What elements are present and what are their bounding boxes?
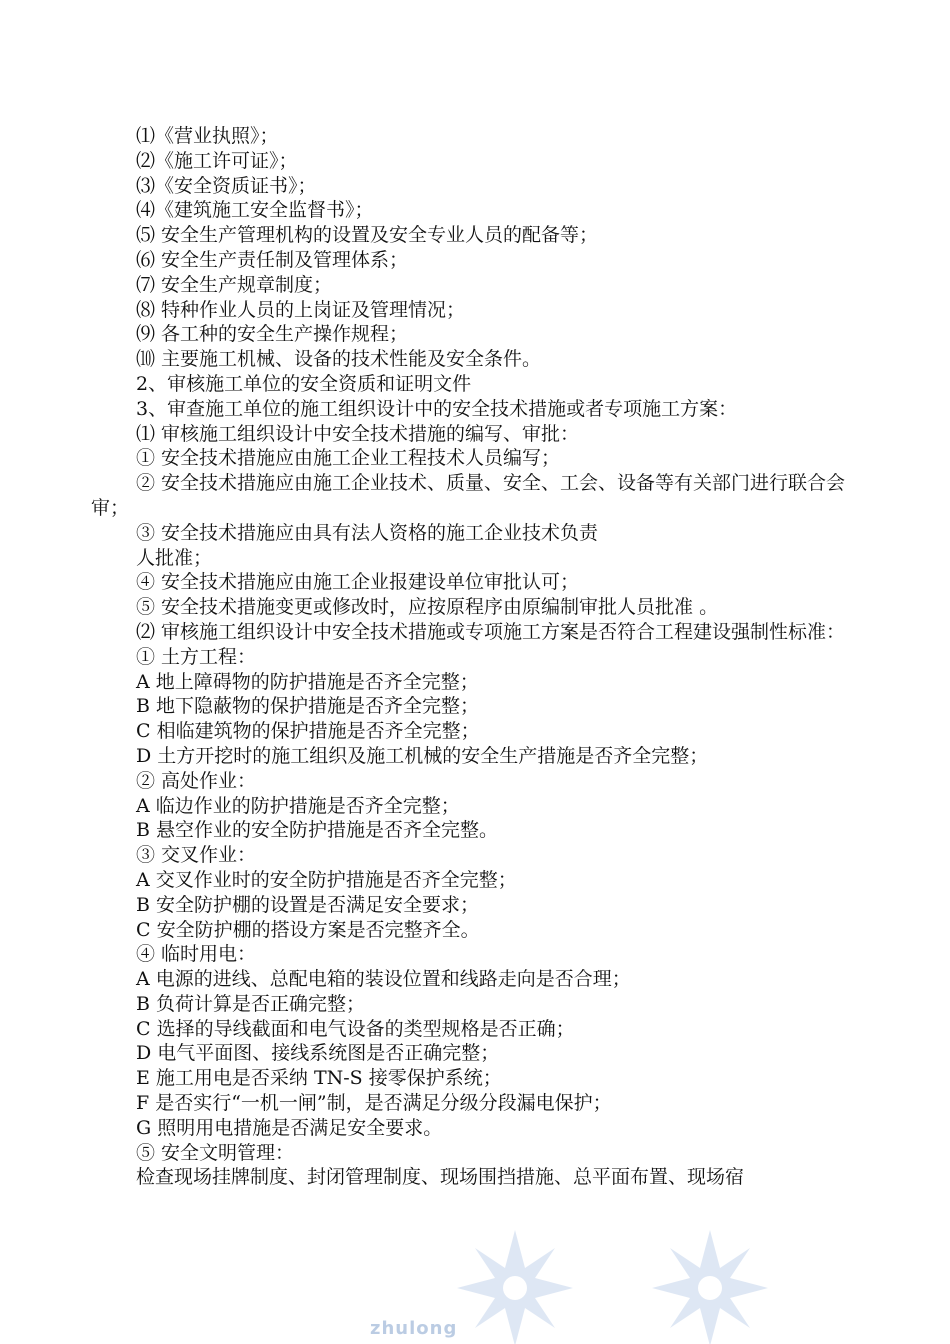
list-item: F 是否实行“一机一闸”制，是否满足分级分段漏电保护； [136,1092,612,1115]
list-item: ⑸ 安全生产管理机构的设置及安全专业人员的配备等； [136,224,599,247]
list-item: ② 安全技术措施应由施工企业技术、质量、安全、工会、设备等有关部门进行联合会审； [91,472,846,519]
category-heading: ④ 临时用电： [136,943,257,966]
list-item: 检查现场挂牌制度、封闭管理制度、现场围挡措施、总平面布置、现场宿 [136,1166,745,1189]
list-item: B 安全防护棚的设置是否满足安全要求； [136,893,480,916]
category-heading: ① 土方工程： [136,645,257,668]
section-heading: 3、审查施工单位的施工组织设计中的安全技术措施或者专项施工方案： [136,397,738,420]
list-item: ⑤ 安全技术措施变更或修改时，应按原程序由原编制审批人员批准 。 [136,596,719,619]
list-item: G 照明用电措施是否满足安全要求。 [136,1116,443,1139]
watermark-text: zhulong [370,1318,458,1339]
list-item: C 选择的导线截面和电气设备的类型规格是否正确； [136,1017,575,1040]
list-item: A 交叉作业时的安全防护措施是否齐全完整； [136,868,517,891]
list-item: D 土方开挖时的施工组织及施工机械的安全生产措施是否齐全完整； [136,744,709,767]
document-body [91,124,861,1190]
list-item: D 电气平面图、接线系统图是否正确完整； [136,1042,500,1065]
category-heading: ⑤ 安全文明管理： [136,1141,295,1164]
list-item: B 负荷计算是否正确完整； [136,992,366,1015]
list-item: ⑵《施工许可证》； [136,149,298,172]
list-item-continuation: 人批准； [136,546,213,569]
list-item: ⑽ 主要施工机械、设备的技术性能及安全条件。 [136,348,542,371]
list-item: ⑶《安全资质证书》； [136,174,317,197]
list-item: ⑹ 安全生产责任制及管理体系； [136,248,409,271]
list-item: ④ 安全技术措施应由施工企业报建设单位审批认可； [136,571,580,594]
list-item: ⑺ 安全生产规章制度； [136,273,333,296]
list-item: ⑼ 各工种的安全生产操作规程； [136,323,409,346]
category-heading: ③ 交叉作业： [136,844,257,867]
list-item: ① 安全技术措施应由施工企业工程技术人员编写； [136,447,561,470]
list-item: ⑻ 特种作业人员的上岗证及管理情况； [136,298,466,321]
list-item: A 地上障碍物的防护措施是否齐全完整； [136,670,479,693]
list-item: E 施工用电是否采纳 TN-S 接零保护系统； [136,1067,502,1090]
list-item: C 相临建筑物的保护措施是否齐全完整； [136,720,480,743]
subsection-heading: ⑵ 审核施工组织设计中安全技术措施或专项施工方案是否符合工程建设强制性标准： [136,620,846,643]
list-item: ⑷《建筑施工安全监督书》； [136,199,374,222]
list-item: A 电源的进线、总配电箱的装设位置和线路走向是否合理； [136,968,631,991]
section-heading: 2、审核施工单位的安全资质和证明文件 [136,372,472,395]
snowflake-logo-icon [455,1228,785,1344]
list-item: B 悬空作业的安全防护措施是否齐全完整。 [136,819,499,842]
list-item: C 安全防护棚的搭设方案是否完整齐全。 [136,918,480,941]
list-item: ③ 安全技术措施应由具有法人资格的施工企业技术负责 [136,521,599,544]
list-item: B 地下隐蔽物的保护措施是否齐全完整； [136,695,480,718]
category-heading: ② 高处作业： [136,769,257,792]
list-item: A 临边作业的防护措施是否齐全完整； [136,794,460,817]
list-item: ⑴《营业执照》； [136,125,279,147]
subsection-heading: ⑴ 审核施工组织设计中安全技术措施的编写、审批： [136,422,580,445]
